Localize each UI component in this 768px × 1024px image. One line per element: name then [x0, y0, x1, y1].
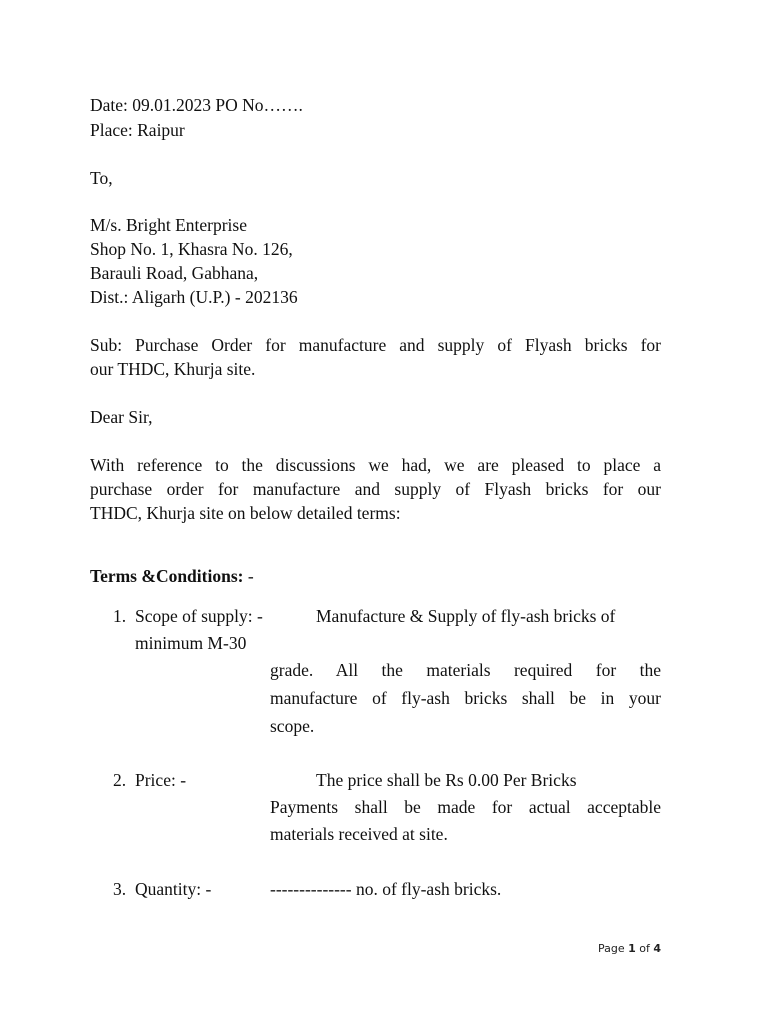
term-text-line: grade. All the materials required for the — [270, 660, 661, 680]
term-label: Price: - — [135, 770, 187, 790]
current-page: 1 — [628, 942, 636, 955]
term-text-line: Payments shall be made for actual acceptable — [270, 797, 661, 817]
to-line: To, — [90, 168, 113, 188]
term-number: 2. — [113, 770, 127, 790]
term-label: Scope of supply: - — [135, 606, 263, 626]
subject-line-2: our THDC, Khurja site. — [90, 359, 256, 379]
place-line: Place: Raipur — [90, 120, 185, 140]
terms-heading — [90, 564, 254, 588]
term-text-first: Manufacture & Supply of fly-ash bricks of — [316, 606, 616, 626]
salutation: Dear Sir, — [90, 407, 153, 427]
body-line-2: purchase order for manufacture and supply of Flyash bricks for our — [90, 479, 661, 499]
recipient-address-2: Barauli Road, Gabhana, — [90, 263, 259, 283]
subject-line-1: Sub: Purchase Order for manufacture and supply of Flyash bricks for — [90, 335, 661, 355]
date-line: Date: 09.01.2023 PO No……. — [90, 95, 303, 115]
of-word: of — [639, 942, 650, 955]
term-text-line: materials received at site. — [270, 824, 448, 844]
term-text-first: -------------- no. of fly-ash bricks. — [270, 879, 502, 899]
recipient-address-1: Shop No. 1, Khasra No. 126, — [90, 239, 293, 259]
recipient-name: M/s. Bright Enterprise — [90, 215, 247, 235]
terms-heading-suffix: - — [243, 566, 254, 586]
body-line-3: THDC, Khurja site on below detailed terms: — [90, 503, 401, 523]
page-word: Page — [598, 942, 625, 955]
term-text-line: manufacture of fly-ash bricks shall be in your — [270, 688, 661, 708]
term-text-line: scope. — [270, 716, 315, 736]
term-number: 3. — [113, 879, 127, 899]
term-text-first: The price shall be Rs 0.00 Per Bricks — [316, 770, 577, 790]
term-label: Quantity: - — [135, 879, 212, 899]
body-line-1: With reference to the discussions we had, we are pleased to place a — [90, 455, 661, 475]
term-number: 1. — [113, 606, 127, 626]
page-number — [598, 942, 661, 955]
total-pages: 4 — [653, 942, 662, 955]
terms-heading-bold: Terms &Conditions: — [90, 566, 244, 586]
recipient-address-3: Dist.: Aligarh (U.P.) - 202136 — [90, 287, 298, 307]
term-text-wrap: minimum M-30 — [135, 633, 247, 653]
